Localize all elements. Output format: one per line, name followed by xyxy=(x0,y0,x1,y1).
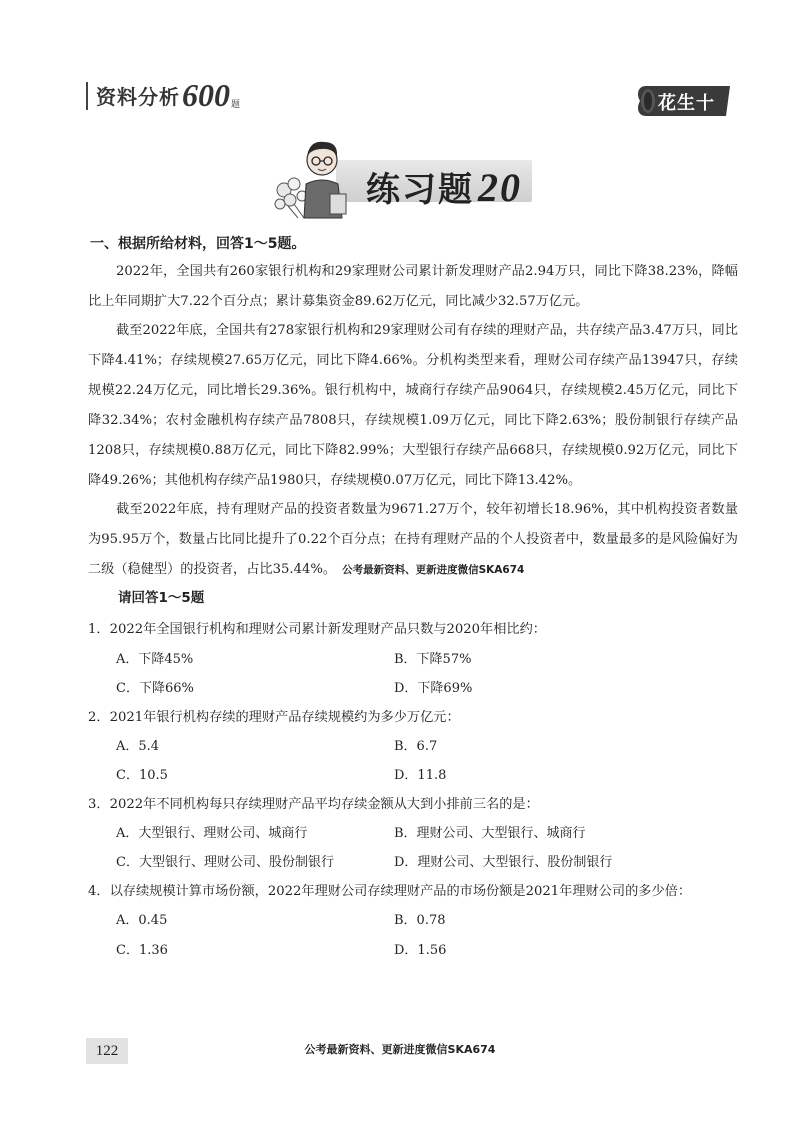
question-3-option-b: B．理财公司、大型银行、城商行 xyxy=(394,826,586,841)
question-4-option-c: C．1.36 xyxy=(116,943,168,958)
series-title: 资料分析 xyxy=(96,85,180,109)
question-2-option-d: D．11.8 xyxy=(394,768,447,783)
question-3-option-a: A．大型银行、理财公司、城商行 xyxy=(116,826,308,841)
footer-watermark: 公考最新资料、更新进度微信SKA674 xyxy=(304,1043,496,1056)
question-2-option-a: A．5.4 xyxy=(116,739,160,754)
exercise-title xyxy=(366,162,522,211)
exercise-title-text: 练习题 xyxy=(366,170,474,210)
material-paragraph-3 xyxy=(88,495,738,585)
question-1-option-a: A．下降45% xyxy=(116,652,194,667)
question-4-option-b: B．0.78 xyxy=(394,913,446,928)
question-3-option-d: D．理财公司、大型银行、股份制银行 xyxy=(394,855,613,870)
question-1-stem: 1．2022年全国银行机构和理财公司累计新发理财产品只数与2020年相比约： xyxy=(88,622,546,637)
exercise-banner xyxy=(270,150,532,210)
question-4-stem: 4．以存续规模计算市场份额，2022年理财公司存续理财产品的市场份额是2021年理财公司的多少倍： xyxy=(88,884,692,899)
material-paragraph-1: 2022年，全国共有260家银行机构和29家理财公司累计新发理财产品2.94万只，同比下降38.23%，降幅比上年同期扩大7.22个百分点；累计募集资金89.62万亿元，同比减少32.57万亿元。 xyxy=(88,264,738,309)
series-number: 600 xyxy=(182,77,230,113)
question-2-option-b: B．6.7 xyxy=(394,739,438,754)
material-paragraph-2: 截至2022年底，全国共有278家银行机构和29家理财公司有存续的理财产品，共存续产品3.47万只，同比下降4.41%；存续规模27.65万亿元，同比下降4.66%。分机构类型来看，理财公司存续产品13947只，存续规模22.24万亿元，同比增长29.36%。银行机构中，城商行存续产品9064只，存续规模2.45万亿元，同比下降32.34%；农村金融机构存续产品7808只，存续规模1.09万亿元，同比下降2.63%；股份制银行存续产品1208只，存续规模0.88万亿元，同比下降82.99%；大型银行存续产品668只，存续规模0.92万亿元，同比下降49.26%；其他机构存续产品1980只，存续规模0.07万亿元，同比下降13.42%。 xyxy=(88,323,738,488)
brand-name: 花生十三 xyxy=(658,93,715,140)
question-3-stem: 3．2022年不同机构每只存续理财产品平均存续金额从大到小排前三名的是： xyxy=(88,797,539,812)
material-paragraph-3-text: 截至2022年底，持有理财产品的投资者数量为9671.27万个，较年初增长18.96%，其中机构投资者数量为95.95万个，数量占比同比提升了0.22个百分点；在持有理财产品的个人投资者中，数量最多的是风险偏好为二级（稳健型）的投资者，占比35.44%。 xyxy=(88,502,738,577)
series-header xyxy=(86,77,241,113)
series-unit: 题 xyxy=(231,100,241,110)
question-4-option-d: D．1.56 xyxy=(394,943,447,958)
header-divider xyxy=(86,82,88,110)
exercise-number: 20 xyxy=(478,165,522,210)
inline-watermark: 公考最新资料、更新进度微信SKA674 xyxy=(342,564,525,576)
question-3-option-c: C．大型银行、理财公司、股份制银行 xyxy=(116,855,334,870)
question-1-option-d: D．下降69% xyxy=(394,681,473,696)
sub-heading: 请回答1～5题 xyxy=(118,590,205,606)
question-4-option-a: A．0.45 xyxy=(116,913,168,928)
question-2-option-c: C．10.5 xyxy=(116,768,168,783)
brand-logo xyxy=(636,84,730,140)
question-1-option-c: C．下降66% xyxy=(116,681,194,696)
section-heading: 一、根据所给材料，回答1～5题。 xyxy=(90,236,306,252)
question-1-option-b: B．下降57% xyxy=(394,652,472,667)
teacher-cartoon-icon xyxy=(270,134,362,220)
question-2-stem: 2．2021年银行机构存续的理财产品存续规模约为多少万亿元： xyxy=(88,710,460,725)
page-number: 122 xyxy=(86,1038,128,1064)
